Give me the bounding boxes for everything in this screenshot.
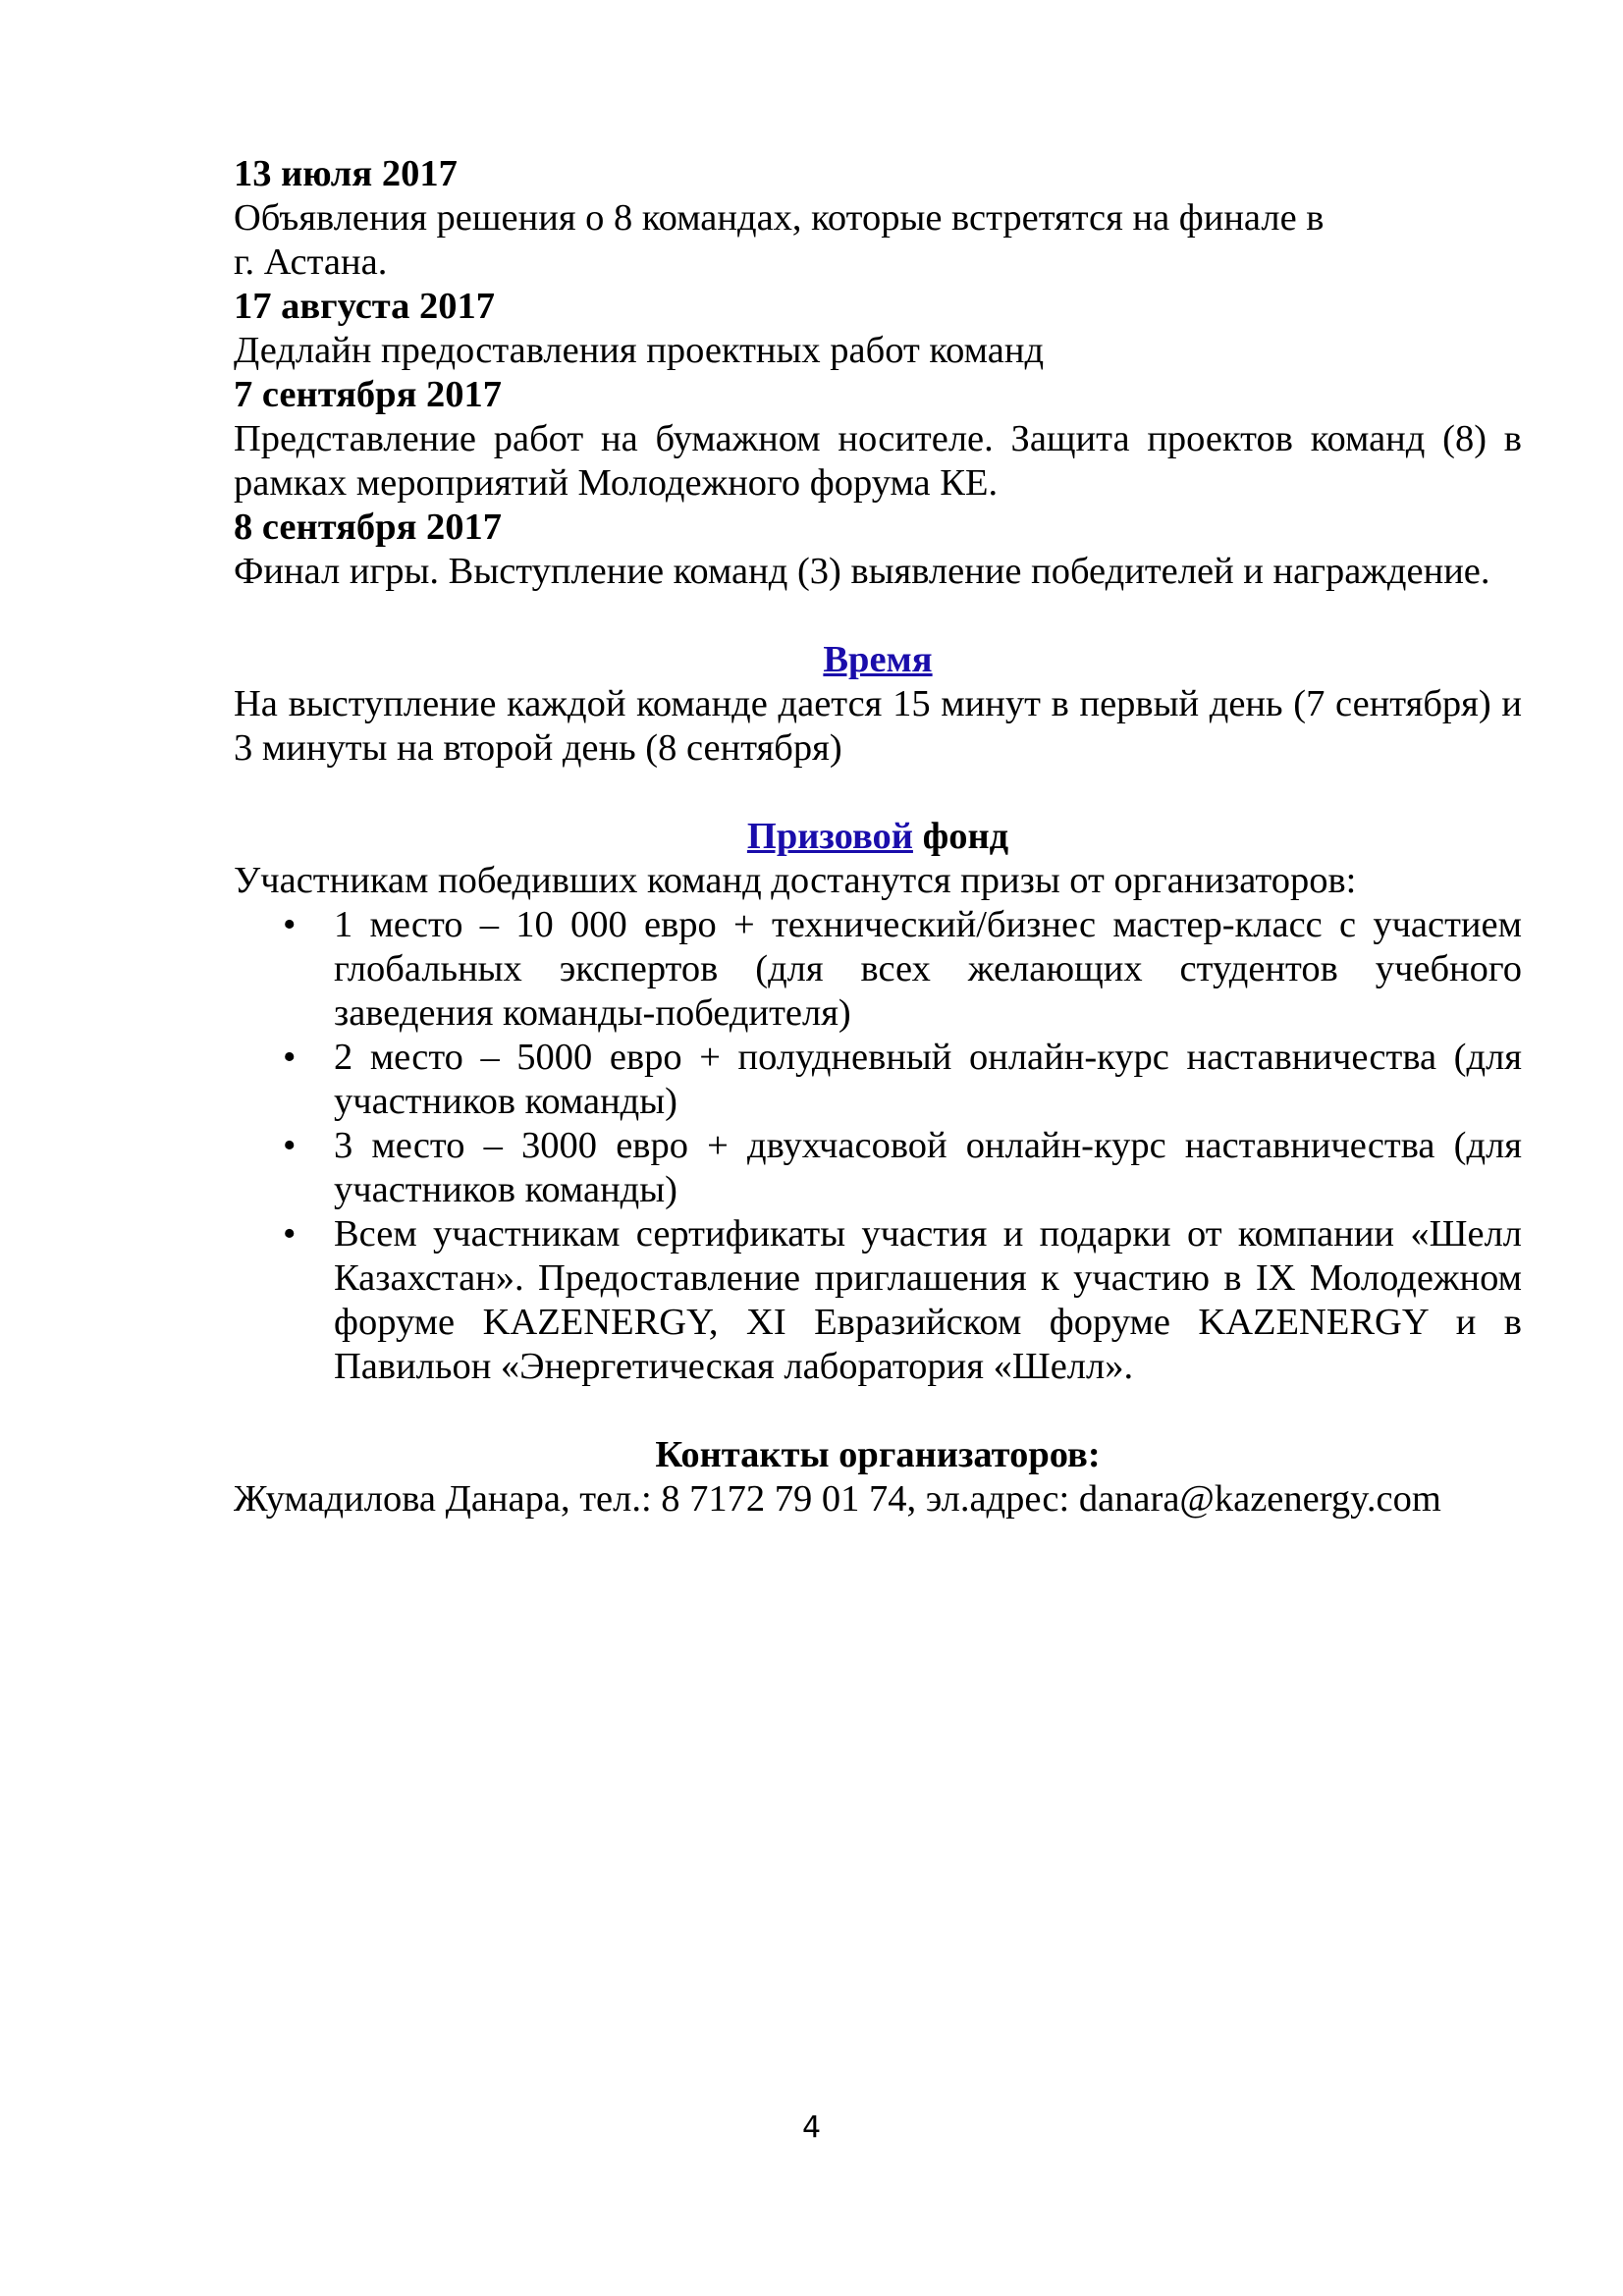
timeline-date-1: 13 июля 2017 xyxy=(234,153,458,194)
contacts-section xyxy=(234,1433,1522,1522)
prize-item-2 xyxy=(234,1036,1522,1124)
prize-item-4 xyxy=(234,1212,1522,1389)
prize-item-1 xyxy=(234,903,1522,1036)
timeline-text-1-line-2: г. Астана. xyxy=(234,241,388,283)
prize-section-title-rest: фонд xyxy=(912,816,1009,857)
contacts-text: Жумадилова Данара, тел.: 8 7172 79 01 74, эл.адрес: danara@kazenergy.com xyxy=(234,1478,1441,1520)
timeline-text-1-line-1: Объявления решения о 8 командах, которые встретятся на финале в xyxy=(234,197,1325,239)
spacer xyxy=(234,594,1522,638)
timeline-date-3: 7 сентября 2017 xyxy=(234,374,503,415)
timeline-date-4: 8 сентября 2017 xyxy=(234,507,503,548)
timeline-text-3: Представление работ на бумажном носителе. Защита проектов команд (8) в рамках мероприятий Молодежного форума КЕ. xyxy=(234,418,1522,504)
timeline-text-4: Финал игры. Выступление команд (3) выявление победителей и награждение. xyxy=(234,551,1490,592)
timeline-text-2: Дедлайн предоставления проектных работ команд xyxy=(234,330,1045,371)
timeline xyxy=(234,152,1522,594)
page-number: 4 xyxy=(801,2110,822,2145)
time-section-text: На выступление каждой команде дается 15 минут в первый день (7 сентября) и 3 минуты на второй день (8 сентября) xyxy=(234,683,1522,769)
prize-section-title xyxy=(234,815,1522,859)
timeline-date-2: 17 августа 2017 xyxy=(234,286,496,327)
document-page xyxy=(234,152,1522,1522)
bullet-icon: • xyxy=(283,1213,297,1255)
time-section xyxy=(234,638,1522,771)
prize-intro: Участникам победивших команд достанутся призы от организаторов: xyxy=(234,860,1357,901)
spacer xyxy=(234,771,1522,815)
prize-item-text: 3 место – 3000 евро + двухчасовой онлайн-курс наставничества (для участников команды) xyxy=(334,1125,1522,1210)
prize-item-text: Всем участникам сертификаты участия и подарки от компании «Шелл Казахстан». Предоставление приглашения к участию в IX Молодежном форуме KAZENERGY, XI Евразийском форуме KAZENERGY и в Павильон «Энергетическая лаборатория «Шелл». xyxy=(334,1213,1522,1387)
bullet-icon: • xyxy=(283,1125,297,1166)
prize-section-link[interactable]: Призовой xyxy=(746,816,913,857)
prize-section xyxy=(234,815,1522,1389)
timeline-text-1 xyxy=(234,196,1522,285)
time-section-link[interactable]: Время xyxy=(823,639,933,680)
spacer xyxy=(234,1389,1522,1433)
prize-item-text: 1 место – 10 000 евро + технический/бизнес мастер-класс с участием глобальных экспертов (для всех желающих студентов учебного заведения команды-победителя) xyxy=(334,904,1522,1034)
bullet-icon: • xyxy=(283,904,297,945)
prize-item-text: 2 место – 5000 евро + полудневный онлайн-курс наставничества (для участников команды) xyxy=(334,1037,1522,1122)
contacts-title: Контакты организаторов: xyxy=(655,1434,1101,1475)
prize-item-3 xyxy=(234,1124,1522,1212)
time-section-title xyxy=(234,638,1522,682)
bullet-icon: • xyxy=(283,1037,297,1078)
prize-list xyxy=(234,903,1522,1389)
